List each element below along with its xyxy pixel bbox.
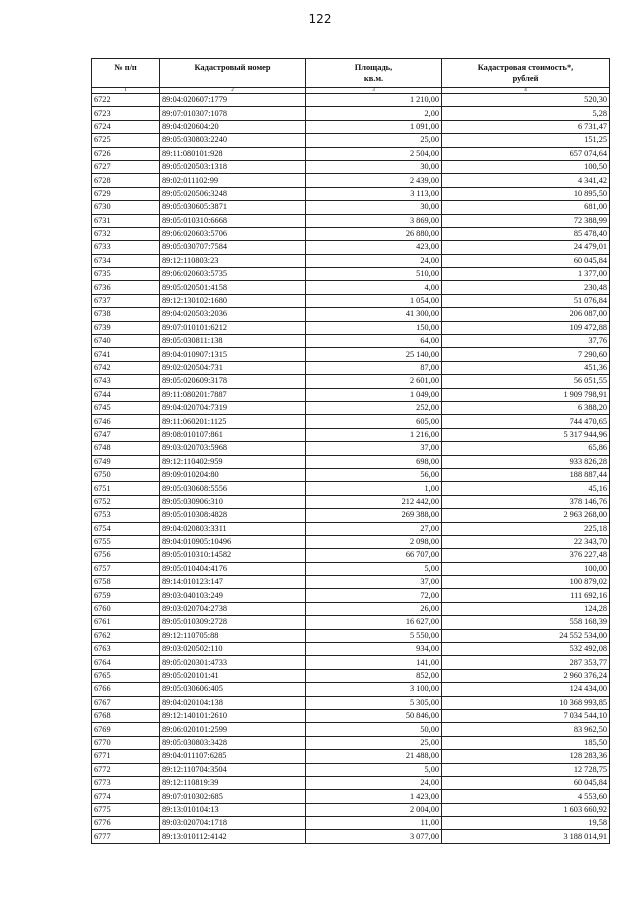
area-cell: 510,00	[306, 268, 442, 281]
area-cell: 5 550,00	[306, 629, 442, 642]
area-cell: 1 210,00	[306, 94, 442, 107]
cadastral-number-cell: 89:05:010310:6668	[160, 214, 306, 227]
cadastral-number-cell: 89:05:030906:310	[160, 495, 306, 508]
table-row	[92, 776, 610, 789]
cadastral-value-cell: 100,00	[442, 562, 610, 575]
cadastral-value-cell: 1 603 660,92	[442, 803, 610, 816]
table-row	[92, 268, 610, 281]
area-cell: 1 054,00	[306, 294, 442, 307]
table-row	[92, 401, 610, 414]
cadastral-number-cell: 89:12:110803:23	[160, 254, 306, 267]
cadastral-value-cell: 22 343,70	[442, 535, 610, 548]
cadastral-value-cell: 5 317 944,96	[442, 428, 610, 441]
cadastral-value-cell: 111 692,16	[442, 589, 610, 602]
table-row	[92, 830, 610, 843]
cadastral-value-cell: 100 879,02	[442, 576, 610, 589]
row-number-cell: 6722	[92, 94, 160, 107]
table-row	[92, 160, 610, 173]
row-number-cell: 6742	[92, 361, 160, 374]
cadastral-value-cell: 378 146,76	[442, 495, 610, 508]
row-number-cell: 6758	[92, 576, 160, 589]
row-number-cell: 6727	[92, 160, 160, 173]
area-cell: 24,00	[306, 254, 442, 267]
table-row	[92, 201, 610, 214]
row-number-cell: 6736	[92, 281, 160, 294]
cadastral-table	[91, 58, 610, 844]
row-number-cell: 6740	[92, 335, 160, 348]
cadastral-value-cell: 657 074,64	[442, 147, 610, 160]
cadastral-number-cell: 89:07:010307:1078	[160, 107, 306, 120]
area-cell: 25,00	[306, 134, 442, 147]
cadastral-number-cell: 89:12:110402:959	[160, 455, 306, 468]
row-number-cell: 6775	[92, 803, 160, 816]
table-row	[92, 134, 610, 147]
cadastral-number-cell: 89:05:030606:405	[160, 683, 306, 696]
cadastral-value-cell: 12 728,75	[442, 763, 610, 776]
area-cell: 852,00	[306, 669, 442, 682]
table-row	[92, 375, 610, 388]
table-row	[92, 214, 610, 227]
cadastral-value-cell: 10 895,50	[442, 187, 610, 200]
cadastral-value-cell: 6 731,47	[442, 120, 610, 133]
row-number-cell: 6774	[92, 790, 160, 803]
row-number-cell: 6757	[92, 562, 160, 575]
cadastral-number-cell: 89:06:020101:2599	[160, 723, 306, 736]
cadastral-number-cell: 89:08:010107:861	[160, 428, 306, 441]
table-row	[92, 415, 610, 428]
row-number-cell: 6747	[92, 428, 160, 441]
cadastral-value-cell: 24 479,01	[442, 241, 610, 254]
row-number-cell: 6760	[92, 602, 160, 615]
area-cell: 26 880,00	[306, 227, 442, 240]
cadastral-number-cell: 89:05:030803:3428	[160, 736, 306, 749]
row-number-cell: 6731	[92, 214, 160, 227]
cadastral-number-cell: 89:13:010104:13	[160, 803, 306, 816]
table-row	[92, 442, 610, 455]
cadastral-number-cell: 89:11:060201:1125	[160, 415, 306, 428]
cadastral-value-cell: 100,50	[442, 160, 610, 173]
table-row	[92, 509, 610, 522]
cadastral-number-cell: 89:04:020704:7319	[160, 401, 306, 414]
row-number-cell: 6732	[92, 227, 160, 240]
table-row	[92, 709, 610, 722]
table-row	[92, 428, 610, 441]
cadastral-value-cell: 124 434,00	[442, 683, 610, 696]
row-number-cell: 6725	[92, 134, 160, 147]
cadastral-number-cell: 89:04:020803:3311	[160, 522, 306, 535]
table-row	[92, 120, 610, 133]
row-number-cell: 6744	[92, 388, 160, 401]
row-number-cell: 6735	[92, 268, 160, 281]
area-cell: 25,00	[306, 736, 442, 749]
row-number-cell: 6745	[92, 401, 160, 414]
area-cell: 2,00	[306, 107, 442, 120]
row-number-cell: 6741	[92, 348, 160, 361]
area-cell: 30,00	[306, 201, 442, 214]
cadastral-value-cell: 51 076,84	[442, 294, 610, 307]
row-number-cell: 6746	[92, 415, 160, 428]
cadastral-value-cell: 72 388,99	[442, 214, 610, 227]
row-number-cell: 6777	[92, 830, 160, 843]
row-number-cell: 6734	[92, 254, 160, 267]
table-row	[92, 616, 610, 629]
table-row	[92, 562, 610, 575]
row-number-cell: 6767	[92, 696, 160, 709]
area-cell: 11,00	[306, 817, 442, 830]
cadastral-number-cell: 89:05:020101:41	[160, 669, 306, 682]
table-row	[92, 576, 610, 589]
table-row	[92, 522, 610, 535]
cadastral-number-cell: 89:05:020501:4158	[160, 281, 306, 294]
area-cell: 269 388,00	[306, 509, 442, 522]
cadastral-number-cell: 89:03:040103:249	[160, 589, 306, 602]
row-number-cell: 6765	[92, 669, 160, 682]
area-cell: 141,00	[306, 656, 442, 669]
cadastral-number-cell: 89:12:140101:2610	[160, 709, 306, 722]
table-row	[92, 589, 610, 602]
cadastral-value-cell: 60 045,84	[442, 254, 610, 267]
cadastral-value-cell: 933 826,28	[442, 455, 610, 468]
area-cell: 150,00	[306, 321, 442, 334]
area-cell: 64,00	[306, 335, 442, 348]
cadastral-value-cell: 188 887,44	[442, 468, 610, 481]
table-row	[92, 482, 610, 495]
row-number-cell: 6768	[92, 709, 160, 722]
area-cell: 3 100,00	[306, 683, 442, 696]
cadastral-value-cell: 1 909 798,91	[442, 388, 610, 401]
cadastral-number-cell: 89:05:020506:3248	[160, 187, 306, 200]
row-number-cell: 6737	[92, 294, 160, 307]
cadastral-value-cell: 128 283,36	[442, 750, 610, 763]
area-cell: 698,00	[306, 455, 442, 468]
cadastral-value-cell: 2 960 376,24	[442, 669, 610, 682]
area-cell: 2 439,00	[306, 174, 442, 187]
table-row	[92, 308, 610, 321]
cadastral-number-cell: 89:12:110705:88	[160, 629, 306, 642]
area-cell: 605,00	[306, 415, 442, 428]
cadastral-value-cell: 451,36	[442, 361, 610, 374]
area-cell: 934,00	[306, 643, 442, 656]
cadastral-value-cell: 45,16	[442, 482, 610, 495]
cadastral-value-cell: 124,28	[442, 602, 610, 615]
table-row	[92, 147, 610, 160]
header-cadastral-number	[160, 59, 306, 88]
cadastral-number-cell: 89:04:020104:138	[160, 696, 306, 709]
area-cell: 1 049,00	[306, 388, 442, 401]
cadastral-value-cell: 558 168,39	[442, 616, 610, 629]
area-cell: 2 504,00	[306, 147, 442, 160]
header-label: № п/п	[114, 63, 137, 72]
area-cell: 5,00	[306, 763, 442, 776]
cadastral-value-cell: 532 492,08	[442, 643, 610, 656]
cadastral-number-cell: 89:12:110819:39	[160, 776, 306, 789]
area-cell: 212 442,00	[306, 495, 442, 508]
table-row	[92, 803, 610, 816]
row-number-cell: 6743	[92, 375, 160, 388]
column-number: 1	[92, 88, 160, 94]
cadastral-number-cell: 89:02:020504:731	[160, 361, 306, 374]
header-label: Кадастровая стоимость*, рублей	[477, 63, 574, 83]
cadastral-number-cell: 89:05:030605:3871	[160, 201, 306, 214]
cadastral-number-cell: 89:05:030803:2240	[160, 134, 306, 147]
cadastral-value-cell: 376 227,48	[442, 549, 610, 562]
table-row	[92, 683, 610, 696]
table-row	[92, 281, 610, 294]
area-cell: 30,00	[306, 160, 442, 173]
cadastral-value-cell: 2 963 268,00	[442, 509, 610, 522]
cadastral-value-cell: 744 470,65	[442, 415, 610, 428]
row-number-cell: 6761	[92, 616, 160, 629]
area-cell: 3 869,00	[306, 214, 442, 227]
row-number-cell: 6730	[92, 201, 160, 214]
cadastral-number-cell: 89:05:020301:4733	[160, 656, 306, 669]
row-number-cell: 6755	[92, 535, 160, 548]
table-row	[92, 241, 610, 254]
area-cell: 5 305,00	[306, 696, 442, 709]
header-label: Площадь, кв.м.	[354, 63, 393, 83]
row-number-cell: 6773	[92, 776, 160, 789]
header-cadastral-value	[442, 59, 610, 88]
table-row	[92, 348, 610, 361]
cadastral-number-cell: 89:02:011102:99	[160, 174, 306, 187]
cadastral-value-cell: 83 962,50	[442, 723, 610, 736]
cadastral-number-cell: 89:06:020603:5706	[160, 227, 306, 240]
table-header	[92, 59, 610, 94]
cadastral-value-cell: 520,30	[442, 94, 610, 107]
table-row	[92, 321, 610, 334]
cadastral-number-cell: 89:05:010404:4176	[160, 562, 306, 575]
area-cell: 1 216,00	[306, 428, 442, 441]
cadastral-number-cell: 89:03:020502:110	[160, 643, 306, 656]
area-cell: 26,00	[306, 602, 442, 615]
cadastral-value-cell: 109 472,88	[442, 321, 610, 334]
cadastral-number-cell: 89:04:010905:10496	[160, 535, 306, 548]
row-number-cell: 6771	[92, 750, 160, 763]
table-row	[92, 602, 610, 615]
cadastral-number-cell: 89:04:011107:6285	[160, 750, 306, 763]
row-number-cell: 6764	[92, 656, 160, 669]
cadastral-number-cell: 89:03:020704:2738	[160, 602, 306, 615]
table-row	[92, 629, 610, 642]
area-cell: 37,00	[306, 576, 442, 589]
cadastral-value-cell: 19,58	[442, 817, 610, 830]
cadastral-value-cell: 37,76	[442, 335, 610, 348]
row-number-cell: 6756	[92, 549, 160, 562]
area-cell: 5,00	[306, 562, 442, 575]
area-cell: 3 113,00	[306, 187, 442, 200]
area-cell: 2 601,00	[306, 375, 442, 388]
cadastral-value-cell: 24 552 534,00	[442, 629, 610, 642]
cadastral-value-cell: 230,48	[442, 281, 610, 294]
area-cell: 37,00	[306, 442, 442, 455]
cadastral-number-cell: 89:05:030707:7584	[160, 241, 306, 254]
cadastral-number-cell: 89:12:110704:3504	[160, 763, 306, 776]
row-number-cell: 6772	[92, 763, 160, 776]
table-body	[92, 94, 610, 844]
table-row	[92, 227, 610, 240]
column-number: 4	[442, 88, 610, 94]
area-cell: 41 300,00	[306, 308, 442, 321]
area-cell: 87,00	[306, 361, 442, 374]
cadastral-value-cell: 681,00	[442, 201, 610, 214]
row-number-cell: 6751	[92, 482, 160, 495]
table-row	[92, 468, 610, 481]
table-row	[92, 669, 610, 682]
cadastral-number-cell: 89:03:020703:5968	[160, 442, 306, 455]
row-number-cell: 6748	[92, 442, 160, 455]
area-cell: 27,00	[306, 522, 442, 535]
row-number-cell: 6766	[92, 683, 160, 696]
cadastral-value-cell: 60 045,84	[442, 776, 610, 789]
table-row	[92, 107, 610, 120]
cadastral-value-cell: 225,18	[442, 522, 610, 535]
area-cell: 50,00	[306, 723, 442, 736]
cadastral-value-cell: 65,86	[442, 442, 610, 455]
cadastral-value-cell: 7 034 544,10	[442, 709, 610, 722]
cadastral-number-cell: 89:11:080201:7887	[160, 388, 306, 401]
area-cell: 66 707,00	[306, 549, 442, 562]
table-row	[92, 723, 610, 736]
cadastral-number-cell: 89:14:010123:147	[160, 576, 306, 589]
column-number: 2	[160, 88, 306, 94]
row-number-cell: 6752	[92, 495, 160, 508]
area-cell: 56,00	[306, 468, 442, 481]
cadastral-number-cell: 89:04:020503:2036	[160, 308, 306, 321]
table-row	[92, 495, 610, 508]
area-cell: 16 627,00	[306, 616, 442, 629]
row-number-cell: 6754	[92, 522, 160, 535]
area-cell: 2 004,00	[306, 803, 442, 816]
table-row	[92, 750, 610, 763]
row-number-cell: 6762	[92, 629, 160, 642]
cadastral-number-cell: 89:03:020704:1718	[160, 817, 306, 830]
cadastral-value-cell: 206 087,00	[442, 308, 610, 321]
cadastral-value-cell: 1 377,00	[442, 268, 610, 281]
cadastral-value-cell: 10 368 993,85	[442, 696, 610, 709]
cadastral-number-cell: 89:04:010907:1315	[160, 348, 306, 361]
area-cell: 252,00	[306, 401, 442, 414]
cadastral-number-cell: 89:05:010309:2728	[160, 616, 306, 629]
cadastral-number-cell: 89:05:020503:1318	[160, 160, 306, 173]
row-number-cell: 6759	[92, 589, 160, 602]
row-number-cell: 6726	[92, 147, 160, 160]
cadastral-value-cell: 56 051,55	[442, 375, 610, 388]
table-row	[92, 335, 610, 348]
table-row	[92, 94, 610, 107]
cadastral-number-cell: 89:04:020607:1779	[160, 94, 306, 107]
row-number-cell: 6776	[92, 817, 160, 830]
area-cell: 423,00	[306, 241, 442, 254]
row-number-cell: 6770	[92, 736, 160, 749]
row-number-cell: 6729	[92, 187, 160, 200]
table-row	[92, 696, 610, 709]
table-row	[92, 174, 610, 187]
row-number-cell: 6763	[92, 643, 160, 656]
row-number-cell: 6753	[92, 509, 160, 522]
cadastral-number-cell: 89:05:010310:14582	[160, 549, 306, 562]
column-number: 3	[306, 88, 442, 94]
table-row	[92, 187, 610, 200]
cadastral-value-cell: 4 341,42	[442, 174, 610, 187]
area-cell: 2 098,00	[306, 535, 442, 548]
table-row	[92, 361, 610, 374]
area-cell: 1 091,00	[306, 120, 442, 133]
table-row	[92, 388, 610, 401]
row-number-cell: 6750	[92, 468, 160, 481]
cadastral-value-cell: 3 188 014,91	[442, 830, 610, 843]
area-cell: 72,00	[306, 589, 442, 602]
table-row	[92, 656, 610, 669]
area-cell: 25 140,00	[306, 348, 442, 361]
cadastral-value-cell: 6 388,20	[442, 401, 610, 414]
header-area	[306, 59, 442, 88]
cadastral-value-cell: 85 478,40	[442, 227, 610, 240]
table-row	[92, 790, 610, 803]
row-number-cell: 6723	[92, 107, 160, 120]
row-number-cell: 6733	[92, 241, 160, 254]
cadastral-number-cell: 89:13:010112:4142	[160, 830, 306, 843]
cadastral-value-cell: 287 353,77	[442, 656, 610, 669]
area-cell: 4,00	[306, 281, 442, 294]
table-row	[92, 643, 610, 656]
table-row	[92, 736, 610, 749]
cadastral-number-cell: 89:04:020604:20	[160, 120, 306, 133]
header-row-number	[92, 59, 160, 88]
area-cell: 21 488,00	[306, 750, 442, 763]
cadastral-value-cell: 151,25	[442, 134, 610, 147]
row-number-cell: 6728	[92, 174, 160, 187]
cadastral-number-cell: 89:05:030811:138	[160, 335, 306, 348]
area-cell: 1 423,00	[306, 790, 442, 803]
cadastral-number-cell: 89:05:030608:5556	[160, 482, 306, 495]
row-number-cell: 6749	[92, 455, 160, 468]
row-number-cell: 6739	[92, 321, 160, 334]
table-row	[92, 763, 610, 776]
table-row	[92, 817, 610, 830]
row-number-cell: 6724	[92, 120, 160, 133]
table-row	[92, 455, 610, 468]
cadastral-number-cell: 89:06:020603:5735	[160, 268, 306, 281]
area-cell: 24,00	[306, 776, 442, 789]
cadastral-number-cell: 89:07:010302:685	[160, 790, 306, 803]
table-row	[92, 549, 610, 562]
cadastral-number-cell: 89:05:010308:4828	[160, 509, 306, 522]
cadastral-value-cell: 4 553,60	[442, 790, 610, 803]
area-cell: 50 846,00	[306, 709, 442, 722]
table-row	[92, 294, 610, 307]
header-label: Кадастровый номер	[194, 63, 271, 72]
row-number-cell: 6738	[92, 308, 160, 321]
cadastral-number-cell: 89:07:010101:6212	[160, 321, 306, 334]
cadastral-value-cell: 7 290,60	[442, 348, 610, 361]
area-cell: 1,00	[306, 482, 442, 495]
row-number-cell: 6769	[92, 723, 160, 736]
cadastral-value-cell: 185,50	[442, 736, 610, 749]
cadastral-number-cell: 89:12:130102:1680	[160, 294, 306, 307]
area-cell: 3 077,00	[306, 830, 442, 843]
cadastral-number-cell: 89:05:020609:3178	[160, 375, 306, 388]
cadastral-number-cell: 89:09:010204:80	[160, 468, 306, 481]
cadastral-value-cell: 5,28	[442, 107, 610, 120]
table-row	[92, 535, 610, 548]
table-row	[92, 254, 610, 267]
cadastral-number-cell: 89:11:080101:928	[160, 147, 306, 160]
page-number: 122	[308, 12, 332, 26]
